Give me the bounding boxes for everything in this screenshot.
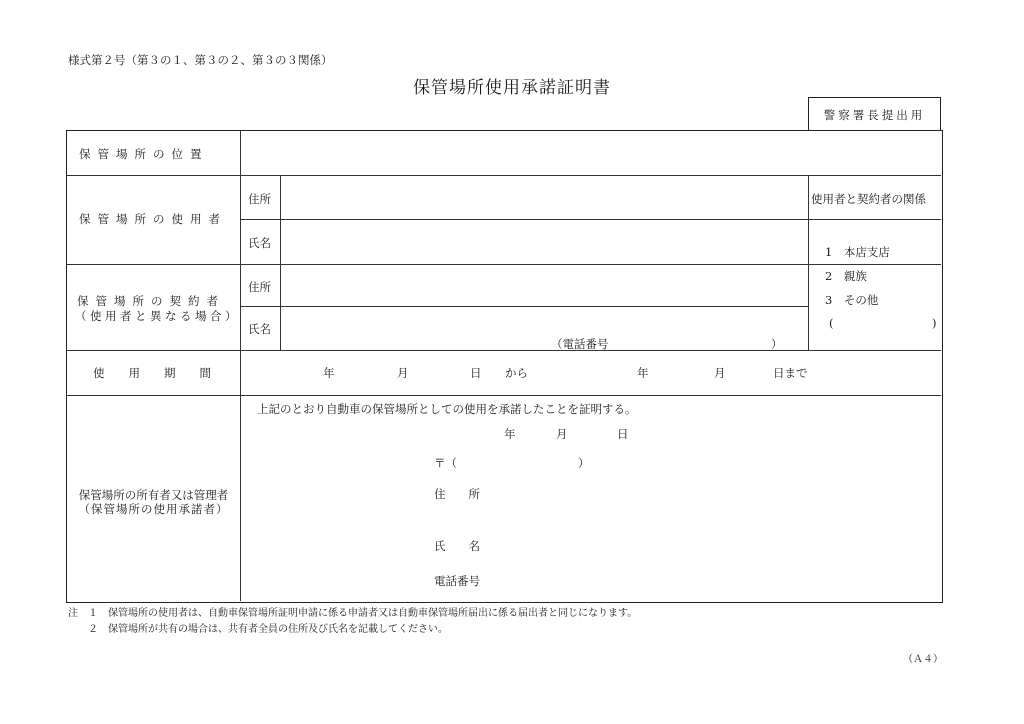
phone-label: （電話番号 — [551, 337, 609, 351]
contractor-sublabel: （使用者と異なる場合） — [75, 309, 240, 323]
contractor-name-label: 氏名 — [248, 322, 271, 336]
certification-statement: 上記のとおり自動車の保管場所としての使用を承諾したことを証明する。 — [257, 402, 637, 416]
phone-close: ） — [771, 337, 783, 351]
paper-size: （Ａ４） — [903, 654, 943, 665]
row-divider — [67, 395, 941, 396]
row-divider — [67, 264, 941, 265]
row-divider — [240, 306, 808, 307]
row-divider — [67, 350, 941, 351]
relation-option-2: 2 親族 — [825, 269, 867, 283]
row-divider — [67, 175, 941, 176]
cert-date-month: 月 — [556, 427, 568, 441]
cert-date-year: 年 — [504, 427, 516, 441]
relation-header: 使用者と契約者の関係 — [811, 192, 926, 206]
period-from-month: 月 — [397, 366, 409, 380]
period-to-month: 月 — [714, 366, 726, 380]
note-2: ２ 保管場所が共有の場合は、共有者全員の住所及び氏名を記載してください。 — [68, 624, 448, 635]
period-from-year: 年 — [323, 366, 335, 380]
relation-option-1: 1 本店支店 — [825, 245, 890, 259]
document-title: 保管場所使用承諾証明書 — [413, 78, 611, 98]
owner-label: 保管場所の所有者又は管理者 — [78, 488, 229, 502]
postal-close: ） — [578, 456, 590, 470]
form-table — [66, 130, 943, 603]
owner-name-label: 氏 名 — [434, 539, 480, 553]
owner-phone-label: 電話番号 — [434, 574, 480, 588]
relation-option-3: 3 その他 — [825, 293, 879, 307]
period-until: 日まで — [773, 366, 808, 380]
postal-label: 〒（ — [434, 456, 457, 470]
column-divider — [808, 175, 809, 350]
period-from-day: 日 — [470, 366, 482, 380]
user-name-label: 氏名 — [248, 236, 271, 250]
period-from: から — [505, 366, 528, 380]
row-divider — [808, 219, 941, 220]
relation-paren-open: ( — [829, 316, 834, 330]
owner-address-label: 住 所 — [434, 487, 480, 501]
location-label: 保管場所の位置 — [79, 147, 209, 161]
note-1: 注 １ 保管場所の使用者は、自動車保管場所証明申請に係る申請者又は自動車保管場所届出に係る届出者と同じになります。 — [68, 608, 638, 619]
user-label: 保管場所の使用者 — [79, 212, 227, 226]
contractor-address-label: 住所 — [248, 280, 271, 294]
contractor-label: 保管場所の契約者 — [77, 294, 225, 308]
period-to-year: 年 — [637, 366, 649, 380]
row-divider — [240, 219, 808, 220]
relation-paren-close: ) — [932, 316, 937, 330]
owner-sublabel: （保管場所の使用承諾者） — [78, 502, 229, 516]
period-label: 使用期間 — [93, 366, 235, 380]
submit-to-label: 警察署長提出用 — [808, 97, 941, 131]
form-number: 様式第２号（第３の１、第３の２、第３の３関係） — [68, 53, 333, 67]
cert-date-day: 日 — [617, 427, 629, 441]
column-divider — [280, 175, 281, 350]
column-divider — [240, 131, 241, 601]
user-address-label: 住所 — [248, 192, 271, 206]
